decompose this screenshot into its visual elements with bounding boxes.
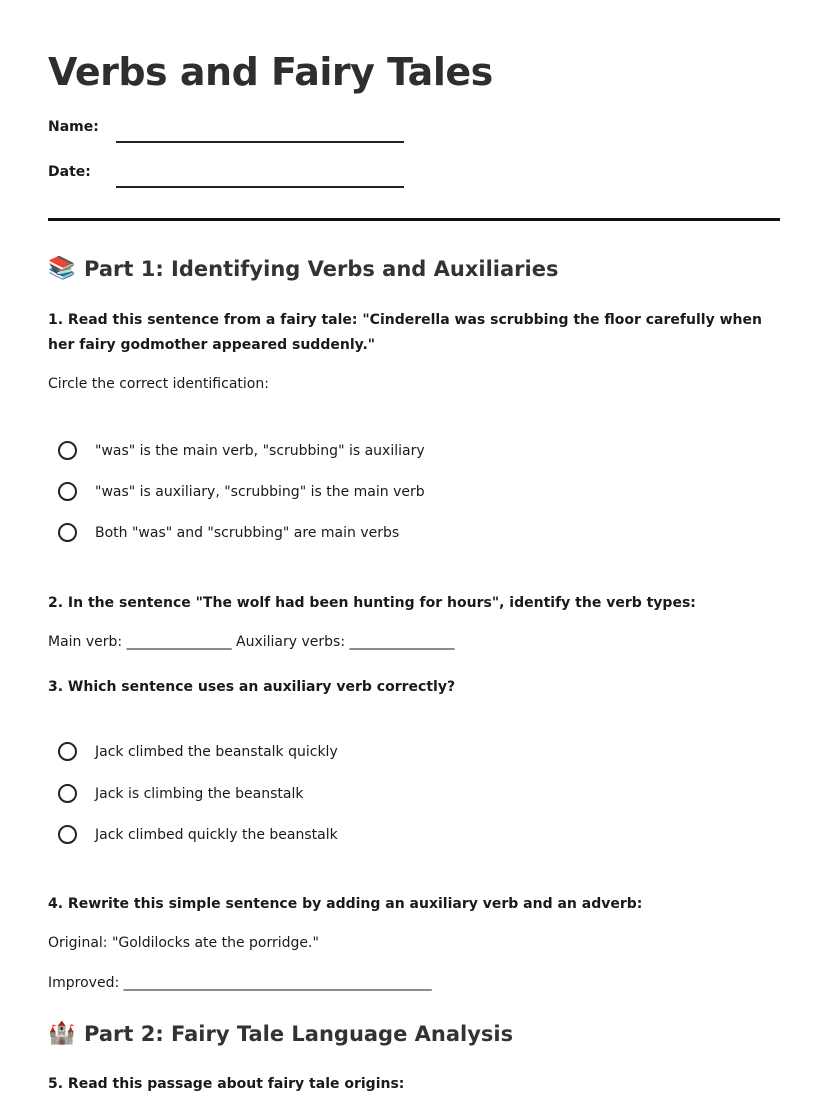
header-divider — [48, 218, 780, 221]
name-input-line[interactable] — [116, 141, 404, 143]
question-3: 3. Which sentence uses an auxiliary verb correctly? — [48, 679, 456, 695]
page-title: Verbs and Fairy Tales — [48, 50, 493, 94]
q1-option-3[interactable] — [58, 523, 399, 542]
question-4: 4. Rewrite this simple sentence by adding an auxiliary verb and an adverb: — [48, 896, 643, 912]
q3-option-1-label: Jack climbed the beanstalk quickly — [95, 743, 338, 760]
q3-option-3-label: Jack climbed quickly the beanstalk — [95, 826, 338, 843]
part2-heading — [48, 1021, 513, 1046]
question-2: 2. In the sentence "The wolf had been hunting for hours", identify the verb types: — [48, 595, 696, 611]
q1-option-2-label: "was" is auxiliary, "scrubbing" is the main verb — [95, 483, 425, 500]
worksheet-page — [0, 0, 828, 209]
name-field — [48, 119, 780, 164]
question-1: 1. Read this sentence from a fairy tale: "Cinderella was scrubbing the floor carefully when her fairy godmother appeared suddenly." — [48, 312, 762, 353]
q1-option-2[interactable] — [58, 482, 425, 501]
books-icon: 📚 — [48, 256, 76, 281]
castle-icon: 🏰 — [48, 1021, 76, 1046]
q4-original: Original: "Goldilocks ate the porridge." — [48, 935, 319, 951]
radio-circle-icon[interactable] — [58, 784, 77, 803]
q4-improved-line[interactable]: Improved: ____________________________________________ — [48, 975, 432, 991]
q1-option-1[interactable] — [58, 441, 425, 460]
q3-option-2[interactable] — [58, 784, 303, 803]
part2-heading-text: Part 2: Fairy Tale Language Analysis — [84, 1021, 514, 1046]
radio-circle-icon[interactable] — [58, 482, 77, 501]
date-field — [48, 164, 780, 209]
date-input-line[interactable] — [116, 186, 404, 188]
q3-option-2-label: Jack is climbing the beanstalk — [95, 785, 304, 802]
part1-heading — [48, 256, 558, 281]
name-label: Name: — [48, 119, 99, 135]
radio-circle-icon[interactable] — [58, 825, 77, 844]
q1-option-1-label: "was" is the main verb, "scrubbing" is auxiliary — [95, 442, 425, 459]
q1-instruction: Circle the correct identification: — [48, 376, 269, 392]
q3-option-3[interactable] — [58, 825, 338, 844]
date-label: Date: — [48, 164, 91, 180]
q2-answer-line[interactable]: Main verb: _______________ Auxiliary verbs: _______________ — [48, 634, 455, 650]
q1-option-3-label: Both "was" and "scrubbing" are main verbs — [95, 524, 400, 541]
radio-circle-icon[interactable] — [58, 523, 77, 542]
radio-circle-icon[interactable] — [58, 441, 77, 460]
question-5: 5. Read this passage about fairy tale origins: — [48, 1076, 405, 1092]
radio-circle-icon[interactable] — [58, 742, 77, 761]
student-info — [48, 119, 780, 209]
part1-heading-text: Part 1: Identifying Verbs and Auxiliaries — [84, 256, 559, 281]
q3-option-1[interactable] — [58, 742, 338, 761]
